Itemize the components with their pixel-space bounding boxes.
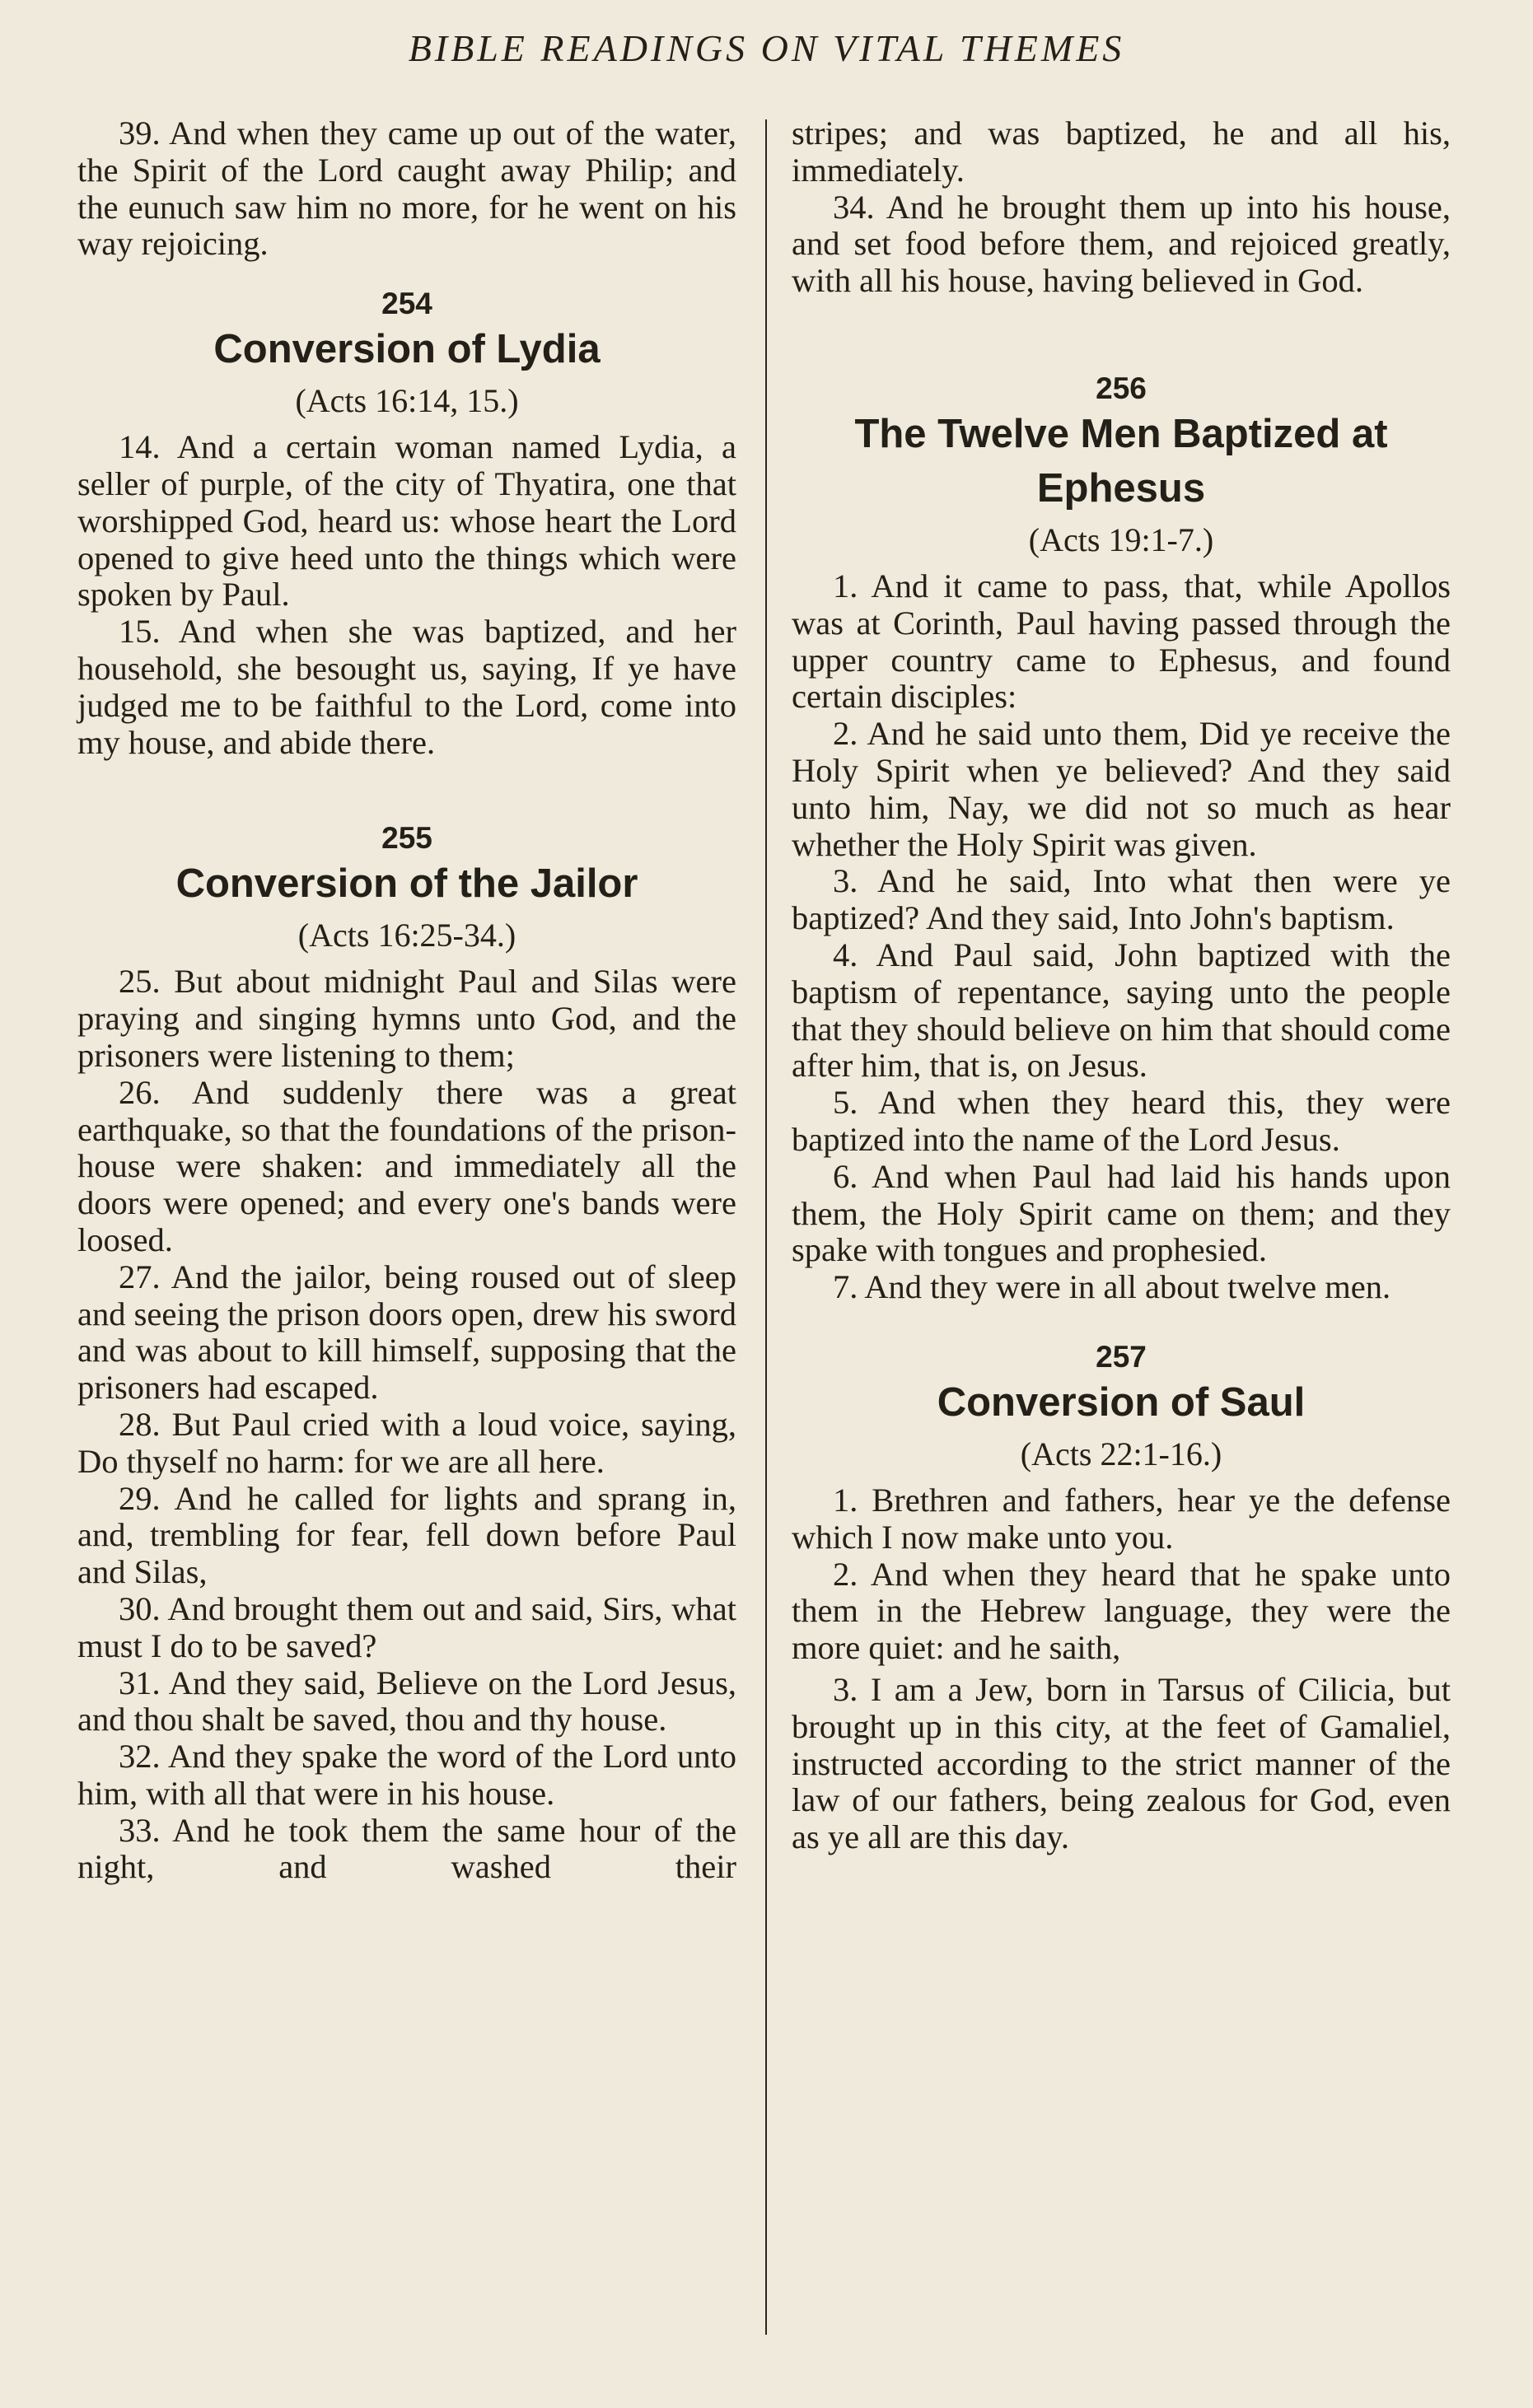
section-title: Conversion of the Jailor	[175, 861, 638, 907]
verse: 3. And he said, Into what then were ye baptized? And they said, Into John's baptism.	[792, 862, 1451, 937]
right-column	[792, 115, 1451, 1856]
verse: 2. And he said unto them, Did ye receive the Holy Spirit when ye believed? And they said unto him, Nay, we did not so much as hear whether the Holy Spirit was given.	[792, 715, 1451, 863]
verse: 3. I am a Jew, born in Tarsus of Cilicia, but brought up in this city, at the feet of Gamaliel, instructed according to the strict manner of the law of our fathers, being zealous for God, even as ye all are this day.	[792, 1670, 1451, 1856]
scripture-reference: (Acts 22:1-16.)	[1020, 1435, 1222, 1472]
scripture-reference: (Acts 19:1-7.)	[1028, 520, 1214, 558]
verse: 30. And brought them out and said, Sirs, what must I do to be saved?	[77, 1589, 736, 1664]
verse: 27. And the jailor, being roused out of sleep and seeing the prison doors open, drew his sword and was about to kill himself, supposing that the prisoners had escaped.	[77, 1258, 736, 1407]
verse: 4. And Paul said, John baptized with the baptism of repentance, saying unto the people that they should believe on him that should come after him, that is, on Jesus.	[792, 936, 1451, 1085]
verse: 5. And when they heard this, they were baptized into the name of the Lord Jesus.	[792, 1084, 1451, 1158]
verse: 28. But Paul cried with a loud voice, saying, Do thyself no harm: for we are all here.	[77, 1405, 736, 1480]
verse: 1. Brethren and fathers, hear ye the defense which I now make unto you.	[792, 1481, 1451, 1556]
scripture-reference: (Acts 16:25-34.)	[297, 917, 516, 954]
section-number: 256	[1096, 371, 1147, 405]
left-column	[77, 115, 736, 1886]
section-number: 257	[1096, 1339, 1147, 1374]
verse: 7. And they were in all about twelve men.	[833, 1268, 1391, 1306]
running-head: BIBLE READINGS ON VITAL THEMES	[408, 27, 1125, 69]
verse: 29. And he called for lights and sprang in, and, trembling for fear, fell down before Paul and Silas,	[77, 1479, 736, 1591]
section-255	[77, 820, 736, 1886]
verse: stripes; and was baptized, he and all his, immediately.	[792, 114, 1451, 189]
section-256	[792, 371, 1451, 1306]
section-title: Conversion of Lydia	[213, 327, 601, 372]
verse: 6. And when Paul had laid his hands upon them, the Holy Spirit came on them; and they spake with tongues and prophesied.	[792, 1157, 1451, 1269]
verse: 32. And they spake the word of the Lord unto him, with all that were in his house.	[77, 1738, 736, 1812]
verse: 31. And they said, Believe on the Lord Jesus, and thou shalt be saved, thou and thy house.	[77, 1664, 736, 1738]
section-title: The Twelve Men Baptized at Ephesus	[854, 411, 1388, 511]
section-254	[77, 286, 736, 761]
verse: 34. And he brought them up into his house, and set food before them, and rejoiced greatly, with all his house, having believed in God.	[792, 188, 1451, 300]
verse: 14. And a certain woman named Lydia, a seller of purple, of the city of Thyatira, one that worshipped God, heard us: whose heart the Lord opened to give heed unto the things which were spoken by Paul.	[77, 428, 736, 614]
section-title: Conversion of Saul	[937, 1379, 1306, 1425]
scripture-reference: (Acts 16:14, 15.)	[295, 382, 519, 420]
column-divider	[765, 119, 767, 2335]
verse: 15. And when she was baptized, and her household, she besought us, saying, If ye have judged me to be faithful to the Lord, come into my house, and abide there.	[77, 613, 736, 761]
section-257	[792, 1339, 1451, 1856]
verse: 1. And it came to pass, that, while Apollos was at Corinth, Paul having passed through the upper country came to Ephesus, and found certain disciples:	[792, 567, 1451, 716]
section-number: 254	[381, 287, 432, 321]
verse: 25. But about midnight Paul and Silas were praying and singing hymns unto God, and the prisoners were listening to them;	[77, 963, 736, 1074]
section-number: 255	[381, 821, 432, 856]
verse: 33. And he took them the same hour of the night, and washed their	[77, 1811, 736, 1886]
verse: 39. And when they came up out of the water, the Spirit of the Lord caught away Philip; and the eunuch saw him no more, for he went on his way rejoicing.	[77, 114, 736, 263]
verse: 2. And when they heard that he spake unto them in the Hebrew language, they were the more quiet: and he saith,	[792, 1555, 1451, 1667]
verse: 26. And suddenly there was a great earthquake, so that the foundations of the prison-house were shaken: and immediately all the doors were opened; and every one's bands were loosed.	[77, 1073, 736, 1258]
